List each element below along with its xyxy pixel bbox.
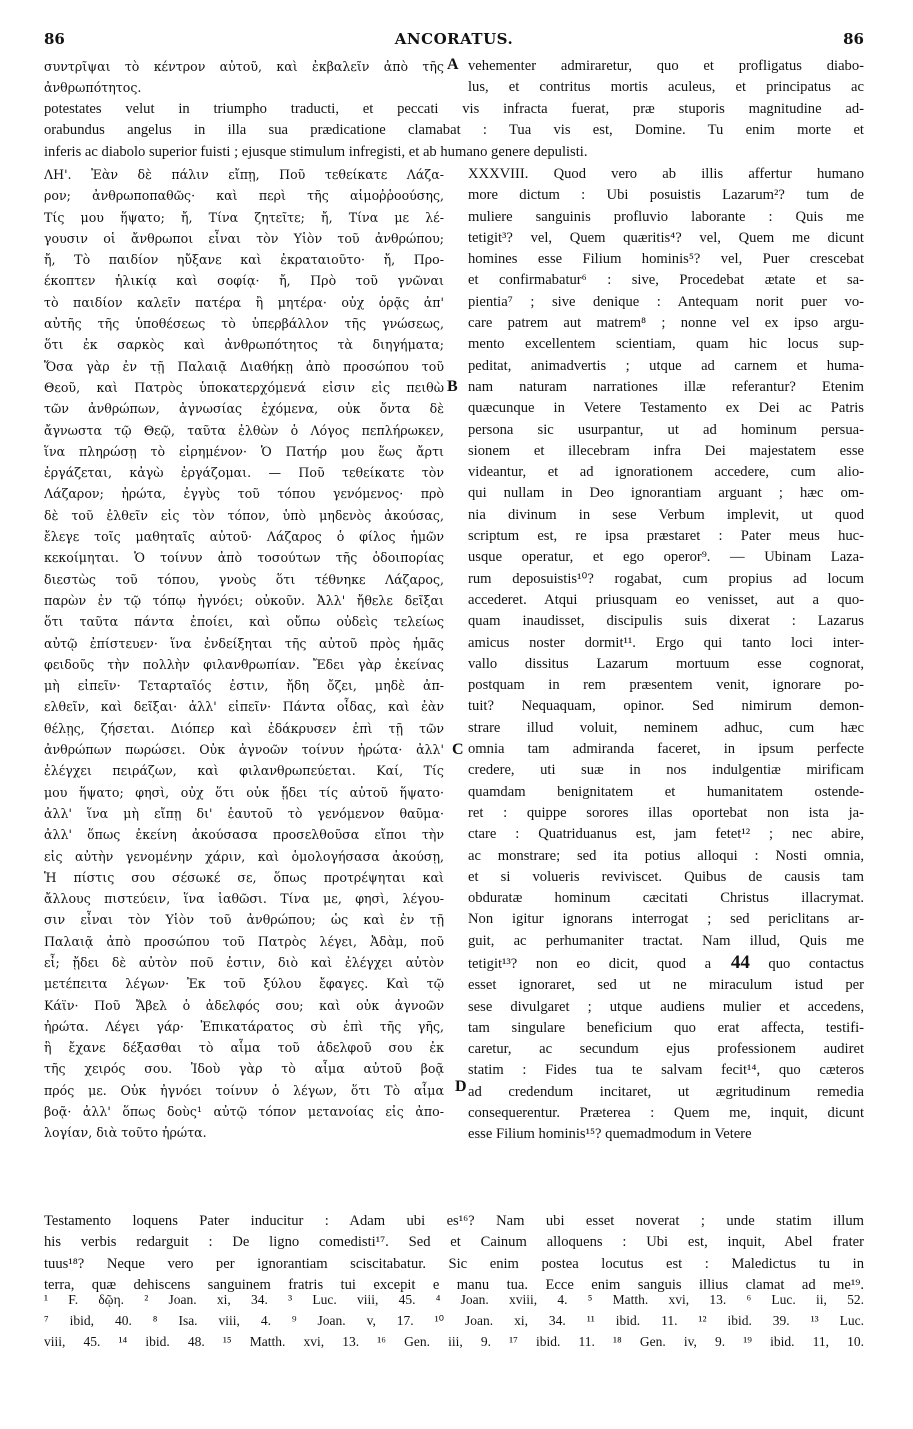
latin-line: peditat, animadvertis ; utque ad carnem et huma-: [468, 357, 864, 374]
latin-line: statim : Fides tua te salvam fecit¹⁴, quo cæteros: [468, 1062, 864, 1079]
greek-line: Θεοῦ, καὶ Πατρὸς ὑποκατερχόμενά εἰσιν εἰς πειθὼ: [44, 379, 444, 395]
latin-line: tam singulare beneficium quo erat affecta, testifi-: [468, 1019, 864, 1036]
latin-line: mento excellentem scientiam, quam hic locus sup-: [468, 336, 864, 353]
latin-line: tuus¹⁸? Neque vero per ignorantiam sciscitabatur. Sic enim postea locutus est : Maledictus tu in: [44, 1255, 864, 1272]
latin-line: caretur, ac secundum ejus professionem audiret: [468, 1041, 864, 1058]
latin-line: ret : quippe sorores illas oportebat non ista ja-: [468, 804, 864, 821]
latin-line: sese divulgaret ; utque audiens mulier et accedens,: [468, 998, 864, 1015]
greek-line: ἵνα πληρώσῃ τὸ εἰρημένον· Ὁ Πατήρ μου ἕως ἄρτι: [44, 443, 444, 459]
latin-line: vehementer admiraretur, quo et profligatus diabo-: [468, 58, 864, 74]
latin-line: Testamento loquens Pater inducitur : Adam ubi es¹⁶? Nam ubi esset noverat ; unde statim illum: [44, 1213, 864, 1229]
latin-line: sionem et illecebram infra Dei majestatem esse: [468, 442, 864, 459]
latin-line-tail: quo contactus: [749, 955, 864, 972]
greek-line: ἤ, Τὸ παιδίον ηὔξανε καὶ ἐκραταιοῦτο· ἤ, Προ-: [44, 252, 444, 268]
greek-line: ἐργάζεται, κἀγὼ ἐργάζομαι. — Ποῦ τεθείκατε τὸν: [44, 465, 444, 481]
inline-page-number: 44: [711, 951, 750, 973]
margin-marker-c: C: [452, 741, 464, 758]
latin-line: ad credendum incitaret, ut ægritudinum remedia: [468, 1083, 864, 1100]
footnote-line: viii, 45. ¹⁴ ibid. 48. ¹⁵ Matth. xvi, 13. ¹⁶ Gen. iii, 9. ¹⁷ ibid. 11. ¹⁸ Gen. iv, 9. ¹⁹ ibid. 11, 10.: [44, 1334, 864, 1349]
running-header: [44, 30, 864, 52]
latin-line: postquam in rem præsentem venit, ignorare po-: [468, 677, 864, 694]
latin-line: muliere sanguinis profluvio laborante : Quis me: [468, 208, 864, 225]
greek-line: έκοπτεν ἡλικίᾳ καὶ σοφίᾳ· ἤ, Πρὸ τοῦ γνῶναι: [44, 273, 444, 289]
latin-column-top: [468, 56, 864, 99]
latin-line: accederet. Atqui priusquam eo venisset, aut a quo-: [468, 591, 864, 608]
greek-line: Ἡ πίστις σου σέσωκέ σε, ὅπως προτρέψηται καὶ: [44, 869, 444, 885]
greek-line: Τίς μου ἥψατο; ἤ, Τίνα ζητεῖτε; ἤ, Τίνα με λέ-: [44, 209, 444, 225]
latin-line: tetigit¹³? non eo dicit, quod a 44 quo contactus: [468, 951, 864, 973]
latin-line: amicus noster dormit¹¹. Ergo qui tanto loci inter-: [468, 634, 864, 651]
latin-line: inferis ac diabolo superior fuisti ; ejusque stimulum infregisti, et ab humano genere depulisti.: [44, 143, 588, 160]
latin-line: tetigit³? vel, Quem quæritis⁴? vel, Quem me dicunt: [468, 229, 864, 246]
latin-full-width-bottom: [44, 1211, 864, 1296]
greek-line: Λάζαρον; ἠρώτα, ἐγγὺς τοῦ τόπου γενόμενος· πρὸ: [44, 486, 444, 502]
page-number-left: 86: [44, 30, 65, 48]
latin-line: Non igitur ignorans interrogat ; sed periclitans ar-: [468, 911, 864, 928]
greek-line: ἠρώτα. Λέγει γάρ· Ἐπικατάρατος σὺ ἐπὶ τῆς γῆς,: [44, 1018, 444, 1034]
greek-line: Κάϊν· Ποῦ Ἄβελ ὁ ἀδελφός σου; καὶ οὐκ ἀγνοῶν: [44, 997, 444, 1013]
latin-line: guit, ac perhumaniter tractat. Nam illud, Quis me: [468, 932, 864, 949]
latin-line: more dictum : Ubi posuistis Lazarum²? tum de: [468, 187, 864, 204]
latin-line: quæcunque in Vetere Testamento ex Dei ac Patris: [468, 400, 864, 417]
latin-line: esse Filium hominis¹⁵? quemadmodum in Vetere: [468, 1126, 752, 1143]
latin-line: ctare : Quatriduanus est, jam fetet¹² ; nec abire,: [468, 826, 864, 843]
greek-line: ἄγνωστα τῷ Θεῷ, ταῦτα ἐλθὼν ὁ Λόγος πεπλήρωκεν,: [44, 422, 444, 438]
greek-line: ἐλέγχει πειράζων, καὶ φιλανθρωπεύεται. Καί, Τίς: [44, 763, 444, 779]
greek-line: παρὼν ἐν τῷ τόπῳ ἠγνόει; οὐκοῦν. Ἀλλ' ἤθελε δεῖξαι: [44, 592, 444, 608]
greek-line: μου ἥψατο; φησὶ, οὐχ ὅτι οὐκ ᾔδει τίς αὐτοῦ ἥψατο·: [44, 784, 444, 800]
greek-line: διεστὼς τοῦ τόπου, γνοὺς ὅτι τέθνηκε Λάζαρος,: [44, 571, 444, 587]
latin-line: nia divinum in sese Verbum implevit, ut quod: [468, 506, 864, 523]
greek-line: Ὅσα γὰρ ἐν τῇ Παλαιᾷ Διαθήκῃ ἀπὸ προσώπου τοῦ: [44, 358, 444, 374]
margin-marker-b: B: [447, 378, 458, 395]
latin-line: his verbis redarguit : De ligno comedisti¹⁷. Sed et Cainum alloquens : Ubi est, inquit, Abel frater: [44, 1234, 864, 1251]
latin-line: scriptum est, re ipsa præstaret : Pater meus huc-: [468, 528, 864, 545]
latin-line: quamdam benignitatem et humanitatem ostende-: [468, 783, 864, 800]
footnote-line: ⁷ ibid, 40. ⁸ Isa. viii, 4. ⁹ Joan. v, 17. ¹⁰ Joan. xi, 34. ¹¹ ibid. 11. ¹² ibid. 39. ¹³ Luc.: [44, 1313, 864, 1328]
greek-line: ΛΗ'. Ἐὰν δὲ πάλιν εἴπῃ, Ποῦ τεθείκατε Λάζα-: [44, 167, 444, 182]
greek-line: ἣ ἔχανε δέξασθαι τὸ αἷμα τοῦ ἀδελφοῦ σου ἐκ: [44, 1040, 444, 1056]
greek-column-top: [44, 56, 444, 99]
greek-line: δὲ τοῦ ἐλθεῖν εἰς τὸν τόπον, ὑπὸ μηδενὸς ἀκούσας,: [44, 507, 444, 523]
latin-line: rum deposuistis¹⁰? rogabat, cum propius ad locum: [468, 570, 864, 587]
latin-full-width-top: [44, 99, 864, 163]
latin-line: obduratæ hominum cæcitati Christus illacrymat.: [468, 890, 864, 907]
latin-line: lus, et contritus mortis aculeus, et principatus ac: [468, 79, 864, 96]
greek-line: ἀνθρώπων πωρώσει. Οὐκ ἀγνοῶν τοίνυν ἠρώτα· ἀλλ': [44, 742, 444, 758]
greek-line: γουσιν οἱ ἄνθρωποι εἶναι τὸν Υἱὸν τοῦ ἀνθρώπου;: [44, 230, 444, 246]
greek-line: τὸ παιδίον καλεῖν πατέρα ἢ μητέρα· οὐχ ὁρᾷς ἀπ': [44, 294, 444, 310]
latin-line: pientia⁷ ; sive denique : Antequam norit puer vo-: [468, 293, 864, 310]
greek-line: κεκοίμηται. Ὁ τοίνυν ἀπὸ τοσούτων τῆς ὁδοιπορίας: [44, 550, 444, 566]
greek-line: ὅτι ταῦτα πάντα ἐποίει, καὶ οὔπω οὐδεὶς τελείως: [44, 614, 444, 630]
greek-line: βοᾷ· ἀλλ' ὅπως δοὺς¹ αὐτῷ τόπον μετανοίας εἰς ἀπο-: [44, 1104, 444, 1120]
latin-line: orabundus angelus in illa sua prædicatione clamabat : Tua vis est, Domine. Tu enim morte et: [44, 122, 864, 139]
latin-line: vallo dissitus Lazarum mortuum esse cognorat,: [468, 655, 864, 672]
greek-line: ὅτι ἐκ σαρκὸς καὶ ἀνθρωπότητος τὰ διηγήματα;: [44, 337, 444, 353]
latin-line: et si volueris reviviscet. Quibus de causis tam: [468, 868, 864, 885]
greek-line: ρον; ἀνθρωποπαθῶς· καὶ περὶ τῆς αἱμοῤῥοούσης,: [44, 188, 444, 204]
greek-line: ελθεῖν, καὶ δεῖξαι· ἀλλ' εἰπεῖν· Πάντα οἶδας, καὶ ἐὰν: [44, 699, 444, 715]
greek-line: εἶ; ᾔδει δὲ αὐτὸν ποῦ ἐστιν, διὸ καὶ ἐλέγχει αὐτὸν: [44, 954, 444, 970]
latin-line: quam inaudisset, discipulis suis dixerat : Lazarus: [468, 613, 864, 630]
greek-line: μὴ εἰπεῖν· Τεταρταῖός ἐστιν, ἤδη ὄζει, μηδὲ ἀπ-: [44, 678, 444, 694]
greek-line: ἔλεγε τοῖς μαθηταῖς αὐτοῦ· Λάζαρος ὁ φίλος ἡμῶν: [44, 529, 444, 545]
footnote-line: ¹ F. δῷη. ² Joan. xi, 34. ³ Luc. viii, 45. ⁴ Joan. xviii, 4. ⁵ Matth. xvi, 13. ⁶ Luc. ii, 52.: [44, 1292, 864, 1307]
latin-line: care patrem aut matrem⁸ ; nonne vel ex ipso argu-: [468, 315, 864, 332]
latin-line: nam naturam narrationes illæ referantur? Etenim: [468, 378, 864, 395]
greek-line: ἀνθρωπότητος.: [44, 80, 142, 96]
running-title: ANCORATUS.: [394, 30, 514, 48]
latin-line: terra, quæ dehiscens sanguinem fratris tui excepit e manu tua. Ecce enim sanguis illius clamat ad me¹⁹.: [44, 1276, 864, 1293]
footnotes: [44, 1289, 864, 1352]
greek-line: πρός με. Οὐκ ἠγνόει τοίνυν ὁ λέγων, ὅτι Τὸ αἷμα: [44, 1082, 444, 1098]
greek-line: ἀλλ' ὅπως ἐκείνη ἀκούσασα προσελθοῦσα εἴποι τὴν: [44, 827, 444, 843]
greek-line: φειδοῦς τὴν πολλὴν φιλανθρωπίαν. Ἔδει γὰρ ἐκείνας: [44, 656, 444, 672]
greek-line: εἰς αὐτὴν γενομένην χάριν, καὶ ὁμολογήσασα ἀκούσῃ,: [44, 848, 444, 864]
greek-line: μετέπειτα λέγων· Ἐκ τοῦ ξύλου ἔφαγες. Καὶ τῷ: [44, 976, 444, 992]
margin-marker-a: A: [447, 56, 459, 73]
greek-line: αὐτῷ ἐπίστευεν· ἵνα ἐνδείξηται τῆς αὐτοῦ πρὸς ἡμᾶς: [44, 635, 444, 651]
latin-line: strare illud voluit, neminem adhuc, cum hæc: [468, 719, 864, 736]
margin-marker-d: D: [455, 1078, 467, 1095]
greek-line: λογίαν, διὰ τοῦτο ἠρώτα.: [44, 1125, 207, 1141]
greek-line: τῶν ἀνθρώπων, ἀγνωσίας ἐχόμενα, οὐκ ὄντα δὲ: [44, 401, 444, 417]
page-number-right: 86: [843, 30, 864, 48]
latin-line: videantur, et ad ignorationem accedere, cum alio-: [468, 464, 864, 481]
latin-line: qui nullam in Deo ignorantiam arguant ; hæc om-: [468, 485, 864, 502]
greek-line: θέλῃς, ζήσεται. Διόπερ καὶ ἐδάκρυσεν ἐπὶ τῇ τῶν: [44, 720, 444, 736]
latin-line: tuit? Nequaquam, opinor. Sed nimirum demon-: [468, 698, 864, 715]
latin-line: omnia tam admiranda faceret, in ipsum perfecte: [468, 741, 864, 758]
greek-line: τῆς χειρός σου. Ἰδοὺ γὰρ τὸ αἷμα αὐτοῦ βοᾷ: [44, 1061, 444, 1077]
latin-line: esset ignoraret, sed ut ne miraculum istud per: [468, 977, 864, 994]
greek-line: συντρῖψαι τὸ κέντρον αὐτοῦ, καὶ ἐκβαλεῖν ἀπὸ τῆς: [44, 59, 444, 74]
greek-line: σιν εἶναι τὸν Υἱὸν τοῦ ἀνθρώπου; ὡς καὶ ἐν τῇ: [44, 912, 444, 928]
latin-line: XXXVIII. Quod vero ab illis affertur humano: [468, 166, 864, 182]
latin-line: persona sic usurpantur, ut ad hominum persua-: [468, 421, 864, 438]
greek-line: αὐτῆς τῆς ὑποθέσεως τὸ ὑπερβάλλον τῆς γνώσεως,: [44, 316, 444, 332]
latin-line: credere, uti suæ in nos indulgentiæ mirificam: [468, 762, 864, 779]
latin-line: potestates velut in triumpho traducti, et peccati vis infracta fuerat, præ stuporis magnitudine ad-: [44, 101, 864, 117]
latin-line: usque operatur, et ego operor⁹. — Ubinam Laza-: [468, 549, 864, 566]
greek-line: ἀλλ' ἵνα μὴ εἴπῃ δι' ἑαυτοῦ τὸ γενόμενον θαῦμα·: [44, 805, 444, 821]
greek-line: Παλαιᾷ ἀπὸ προσώπου τοῦ Πατρὸς λέγει, Ἀδὰμ, ποῦ: [44, 933, 444, 949]
latin-line: homines esse Filium hominis⁵? vel, Puer crescebat: [468, 251, 864, 268]
latin-line: et confirmabatur⁶ : sive, Procedebat ætate et sa-: [468, 272, 864, 289]
latin-line: ac monstrare; sed ita potius alloqui : Nosti omnia,: [468, 847, 864, 864]
greek-line: ἄλλους πιστεύειν, ἵνα ἰαθῶσι. Τίνα με, φησὶ, λέγου-: [44, 891, 444, 907]
latin-line: consequerentur. Præterea : Quem me, inquit, dicunt: [468, 1105, 864, 1122]
latin-column: [468, 164, 864, 1146]
greek-column: [44, 164, 444, 1144]
